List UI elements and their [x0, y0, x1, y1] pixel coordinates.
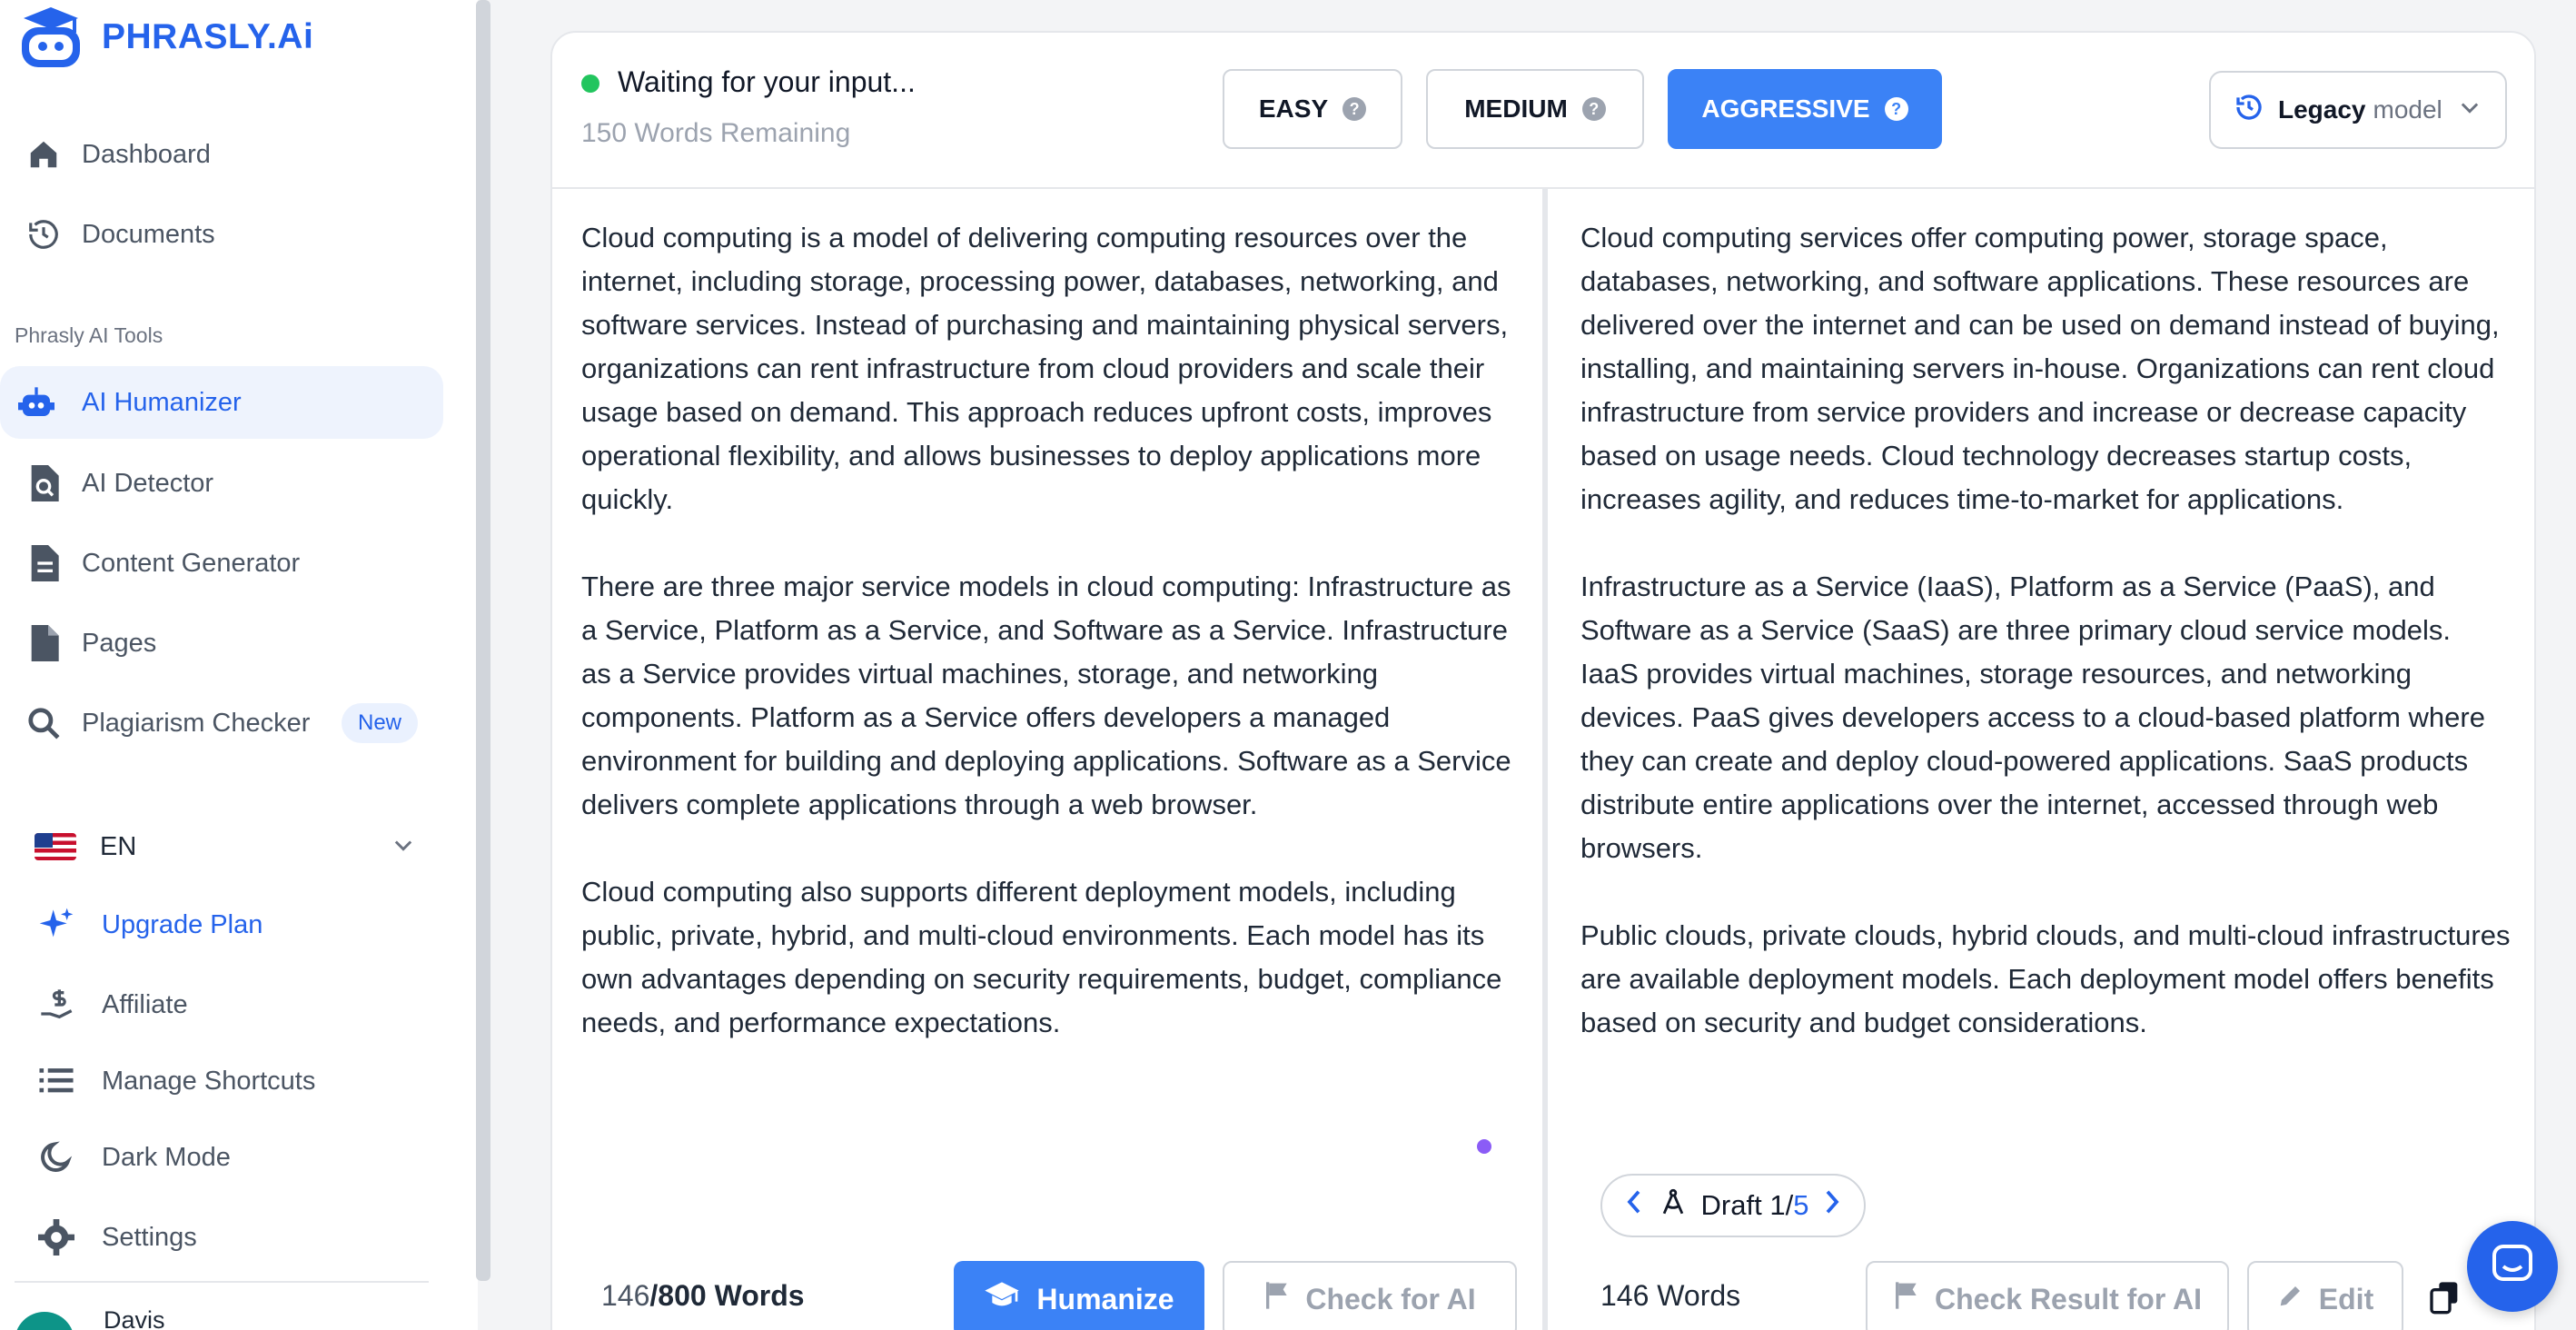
output-paragraph: Cloud computing services offer computing power, storage space, databases, networking, and software applications. These resources are delivered over the internet and can be used on demand instead of buying, installing, and maintaining servers in-house. Organizations can rent cloud infrastructure from service providers and increase or decrease capacity based on usage needs. Cloud technology decreases startup costs, increases agility, and reduces time-to-market for applications. [1580, 222, 2500, 515]
mode-label: EASY [1258, 94, 1329, 123]
sidebar-item-manage-shortcuts[interactable] [0, 1045, 443, 1117]
history-icon [2234, 93, 2264, 128]
compass-icon [1658, 1186, 1689, 1225]
humanize-button[interactable] [954, 1261, 1204, 1330]
words-remaining: 150 Words Remaining [581, 118, 851, 148]
card-header [552, 33, 2534, 189]
sidebar-item-label: AI Humanizer [82, 387, 242, 417]
help-icon[interactable]: ? [1885, 97, 1908, 121]
sidebar-item-documents[interactable] [0, 198, 443, 271]
file-icon [25, 625, 62, 661]
chat-icon [2491, 1243, 2534, 1291]
sidebar-item-dashboard[interactable] [0, 118, 443, 191]
status-text: Waiting for your input... [618, 65, 916, 98]
robot-icon [18, 384, 54, 421]
check-result-label: Check Result for AI [1935, 1282, 2202, 1315]
gear-icon [38, 1219, 74, 1256]
sidebar-item-label: Affiliate [102, 989, 188, 1019]
sidebar-item-label: Plagiarism Checker [82, 708, 311, 738]
new-badge: New [342, 703, 418, 743]
moon-icon [38, 1139, 74, 1176]
file-search-icon [25, 465, 62, 501]
sidebar-item-plagiarism-checker[interactable] [0, 687, 443, 759]
brand-name: PHRASLY.Ai [102, 17, 314, 56]
draft-label: Draft 1/5 [1700, 1189, 1809, 1221]
input-paragraph: Cloud computing also supports different deployment models, including public, private, hybrid, and multi-cloud environments. Each model has its own advantages depending on security requirements, budget, compliance needs, and performance expectations. [581, 876, 1502, 1038]
mode-aggressive-button[interactable] [1668, 69, 1942, 149]
edit-label: Edit [2318, 1282, 2374, 1315]
check-result-for-ai-button[interactable] [1866, 1261, 2229, 1330]
model-select[interactable] [2209, 71, 2507, 149]
humanize-label: Humanize [1036, 1282, 1174, 1315]
draft-total: 5 [1793, 1189, 1809, 1221]
sidebar-scrollbar[interactable] [476, 0, 490, 1281]
output-paragraph: Public clouds, private clouds, hybrid clouds, and multi-cloud infrastructures are available deployment models. Each deployment model offers benefits based on security and budget considerations. [1580, 919, 2511, 1038]
check-for-ai-button[interactable] [1223, 1261, 1517, 1330]
list-icon [38, 1063, 74, 1099]
sidebar-item-ai-humanizer[interactable] [0, 366, 443, 439]
brand-logo[interactable] [15, 5, 313, 69]
mode-label: AGGRESSIVE [1701, 94, 1870, 123]
graduation-cap-icon [984, 1281, 1020, 1317]
sidebar-item-label: Documents [82, 219, 215, 249]
copy-icon[interactable] [2427, 1279, 2463, 1320]
sidebar-item-label: Dark Mode [102, 1142, 231, 1172]
chevron-down-icon [2457, 94, 2482, 126]
sidebar-item-label: Settings [102, 1222, 197, 1252]
help-icon[interactable]: ? [1342, 97, 1366, 121]
mode-label: MEDIUM [1464, 94, 1568, 123]
mascot-icon [15, 5, 93, 69]
sidebar-item-settings[interactable] [0, 1201, 443, 1274]
home-icon [25, 136, 62, 173]
output-word-count: 146 Words [1600, 1279, 1741, 1312]
avatar[interactable] [15, 1312, 74, 1330]
dollar-hand-icon [38, 987, 74, 1023]
sidebar-item-label: Dashboard [82, 139, 211, 169]
sidebar [0, 0, 478, 1330]
output-text-area [1580, 216, 2516, 1088]
sidebar-item-label: Pages [82, 628, 157, 658]
status-indicator [581, 74, 599, 93]
magnify-icon [25, 705, 62, 741]
mode-medium-button[interactable] [1426, 69, 1644, 149]
history-icon [25, 216, 62, 253]
model-name: Legacy [2278, 95, 2366, 124]
sidebar-item-dark-mode[interactable] [0, 1121, 443, 1194]
pencil-icon [2277, 1282, 2304, 1316]
help-icon[interactable]: ? [1582, 97, 1606, 121]
input-paragraph: There are three major service models in cloud computing: Infrastructure as a Service, Platform as a Service, and Software as a Service. Infrastructure as a Service provides virtual machines, storage, and networking components. Platform as a Service offers developers a managed environment for building and deploying applications. Software as a Service delivers complete applications through a web browser. [581, 571, 1511, 820]
draft-navigator [1600, 1174, 1866, 1237]
edit-button[interactable] [2247, 1261, 2403, 1330]
sidebar-item-label: Upgrade Plan [102, 909, 263, 939]
sidebar-item-label: Manage Shortcuts [102, 1066, 316, 1096]
pane-divider [1542, 189, 1548, 1330]
language-selector[interactable] [35, 823, 416, 870]
sidebar-item-label: Content Generator [82, 548, 301, 578]
check-for-ai-label: Check for AI [1305, 1282, 1476, 1315]
chat-support-button[interactable] [2467, 1221, 2558, 1312]
sidebar-item-ai-detector[interactable] [0, 447, 443, 520]
grammar-indicator-dot[interactable] [1477, 1139, 1491, 1154]
sidebar-divider [15, 1281, 429, 1283]
sidebar-item-upgrade-plan[interactable] [0, 888, 443, 961]
chevron-right-icon[interactable] [1821, 1188, 1843, 1223]
tools-section-label: Phrasly AI Tools [15, 323, 163, 347]
sidebar-item-pages[interactable] [0, 607, 443, 680]
chevron-down-icon [391, 832, 416, 862]
model-suffix: model [2373, 95, 2442, 124]
sparkle-icon [38, 907, 74, 943]
sidebar-item-content-generator[interactable] [0, 527, 443, 600]
user-name: Davis [104, 1306, 165, 1330]
sidebar-item-label: AI Detector [82, 468, 214, 498]
mode-easy-button[interactable] [1223, 69, 1402, 149]
input-paragraph: Cloud computing is a model of delivering computing resources over the internet, including storage, processing power, databases, networking, and software services. Instead of purchasing and maintaining physical servers, organizations can rent infrastructure from cloud providers and scale their usage based on demand. This approach reduces upfront costs, improves operational flexibility, and allows businesses to deploy applications more quickly. [581, 222, 1509, 515]
language-code: EN [100, 831, 137, 861]
word-limit: /800 Words [649, 1279, 805, 1312]
output-paragraph: Infrastructure as a Service (IaaS), Platform as a Service (PaaS), and Software as a Service (SaaS) are three primary cloud service models. IaaS provides virtual machines, storage resources, and networking devices. PaaS gives developers access to a cloud-based platform where they can create and deploy cloud-powered applications. SaaS products distribute entire applications over the internet, accessed through web browsers. [1580, 571, 2485, 864]
chevron-left-icon[interactable] [1623, 1188, 1645, 1223]
flag-icon [1263, 1281, 1291, 1317]
input-text-area[interactable] [581, 216, 1526, 1088]
input-word-count [601, 1279, 805, 1313]
flag-icon [1893, 1281, 1920, 1317]
us-flag-icon [35, 833, 76, 860]
humanizer-card [550, 31, 2536, 1330]
sidebar-item-affiliate[interactable] [0, 968, 443, 1041]
file-text-icon [25, 545, 62, 581]
word-count-value: 146 [601, 1279, 650, 1312]
